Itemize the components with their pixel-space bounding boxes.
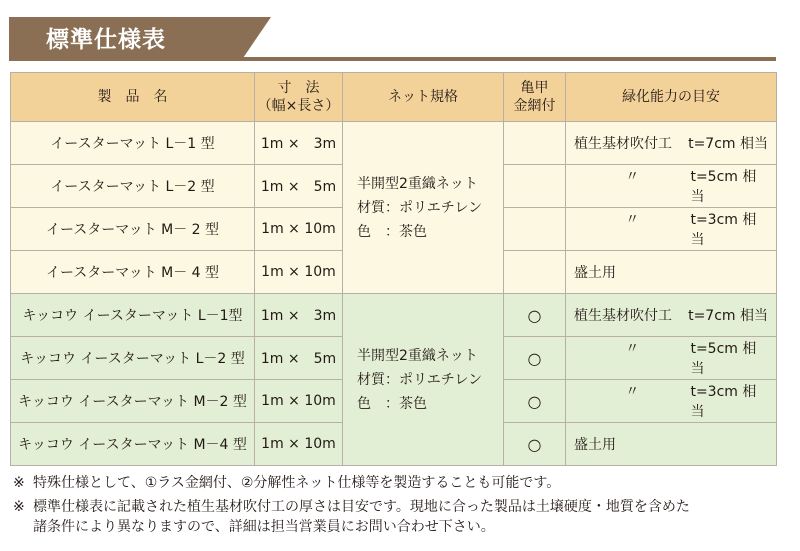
header-size-line2: （幅×長さ） (257, 98, 340, 114)
product-size: 1m × 5m (255, 337, 343, 380)
kikko-mark (504, 208, 566, 251)
green-cell (566, 251, 777, 294)
note-1-text: 特殊仕様として、①ラス金網付、②分解性ネット仕様等を製造することも可能です。 (33, 475, 561, 491)
product-name: イースターマット L－2 型 (11, 165, 255, 208)
net-spec-line1: 半開型2重織ネット (357, 347, 478, 364)
header-kikko-line2: 金網付 (513, 98, 556, 114)
product-size: 1m × 10m (255, 251, 343, 294)
table-row (11, 122, 777, 165)
green-label: 植生基材吹付工 (574, 308, 672, 324)
note-2-text-line1: 標準仕様表に記載された植生基材吹付工の厚さは目安です。現地に合った製品は土壌硬度・地質を含めた (33, 499, 690, 515)
header-name: 製 品 名 (11, 73, 255, 122)
product-size: 1m × 10m (255, 423, 343, 466)
net-spec-cell (343, 294, 504, 466)
green-cell (566, 337, 777, 380)
note-2 (13, 497, 783, 537)
green-cell (566, 122, 777, 165)
product-size: 1m × 10m (255, 380, 343, 423)
green-value: t=7cm 相当 (688, 136, 768, 152)
green-value: t=5cm 相当 (690, 341, 757, 377)
note-1 (13, 473, 560, 493)
note-mark: ※ (13, 499, 25, 515)
kikko-mark (504, 251, 566, 294)
note-mark: ※ (13, 475, 25, 491)
net-spec-cell (343, 122, 504, 294)
header-row (11, 73, 777, 122)
kikko-mark (504, 122, 566, 165)
product-name: イースターマット M－ 4 型 (11, 251, 255, 294)
net-spec-line2: 材質：ポリエチレン (357, 199, 483, 216)
green-label: 植生基材吹付工 (574, 136, 672, 152)
product-name: キッコウ イースターマット M－4 型 (11, 423, 255, 466)
green-value: t=5cm 相当 (690, 169, 757, 205)
green-cell (566, 380, 777, 423)
header-kikko (504, 73, 566, 122)
kikko-mark: ○ (504, 337, 566, 380)
green-label: 〃 (625, 169, 640, 185)
net-spec-line3: 色 ：茶色 (357, 395, 427, 412)
green-cell (566, 165, 777, 208)
kikko-mark: ○ (504, 380, 566, 423)
green-cell (566, 294, 777, 337)
net-spec-line2: 材質：ポリエチレン (357, 371, 483, 388)
green-label: 盛土用 (574, 437, 616, 453)
product-name: キッコウ イースターマット L－2 型 (11, 337, 255, 380)
kikko-mark: ○ (504, 423, 566, 466)
product-name: キッコウ イースターマット M－2 型 (11, 380, 255, 423)
spec-table (10, 72, 777, 466)
product-name: イースターマット L－1 型 (11, 122, 255, 165)
product-size: 1m × 5m (255, 165, 343, 208)
green-value: t=3cm 相当 (690, 384, 757, 420)
header-net: ネット規格 (343, 73, 504, 122)
green-label: 〃 (625, 384, 640, 400)
header-green: 緑化能力の目安 (566, 73, 777, 122)
header-kikko-line1: 亀甲 (520, 80, 549, 96)
product-name: イースターマット M－ 2 型 (11, 208, 255, 251)
product-size: 1m × 3m (255, 122, 343, 165)
green-cell (566, 423, 777, 466)
green-label: 盛土用 (574, 265, 616, 281)
page-title: 標準仕様表 (46, 27, 166, 53)
net-spec-line3: 色 ：茶色 (357, 223, 427, 240)
header-size (255, 73, 343, 122)
note-2-text-line2: 諸条件により異なりますので、詳細は担当営業員にお問い合わせ下さい。 (33, 519, 495, 535)
green-label: 〃 (625, 212, 640, 228)
green-value: t=7cm 相当 (688, 308, 768, 324)
green-label: 〃 (625, 341, 640, 357)
green-value: t=3cm 相当 (690, 212, 757, 248)
kikko-mark (504, 165, 566, 208)
header-size-line1: 寸 法 (277, 80, 320, 96)
title-bar (0, 0, 800, 70)
table-row (11, 294, 777, 337)
green-cell (566, 208, 777, 251)
product-size: 1m × 3m (255, 294, 343, 337)
kikko-mark: ○ (504, 294, 566, 337)
product-name: キッコウ イースターマット L－1型 (11, 294, 255, 337)
product-size: 1m × 10m (255, 208, 343, 251)
net-spec-line1: 半開型2重織ネット (357, 175, 478, 192)
